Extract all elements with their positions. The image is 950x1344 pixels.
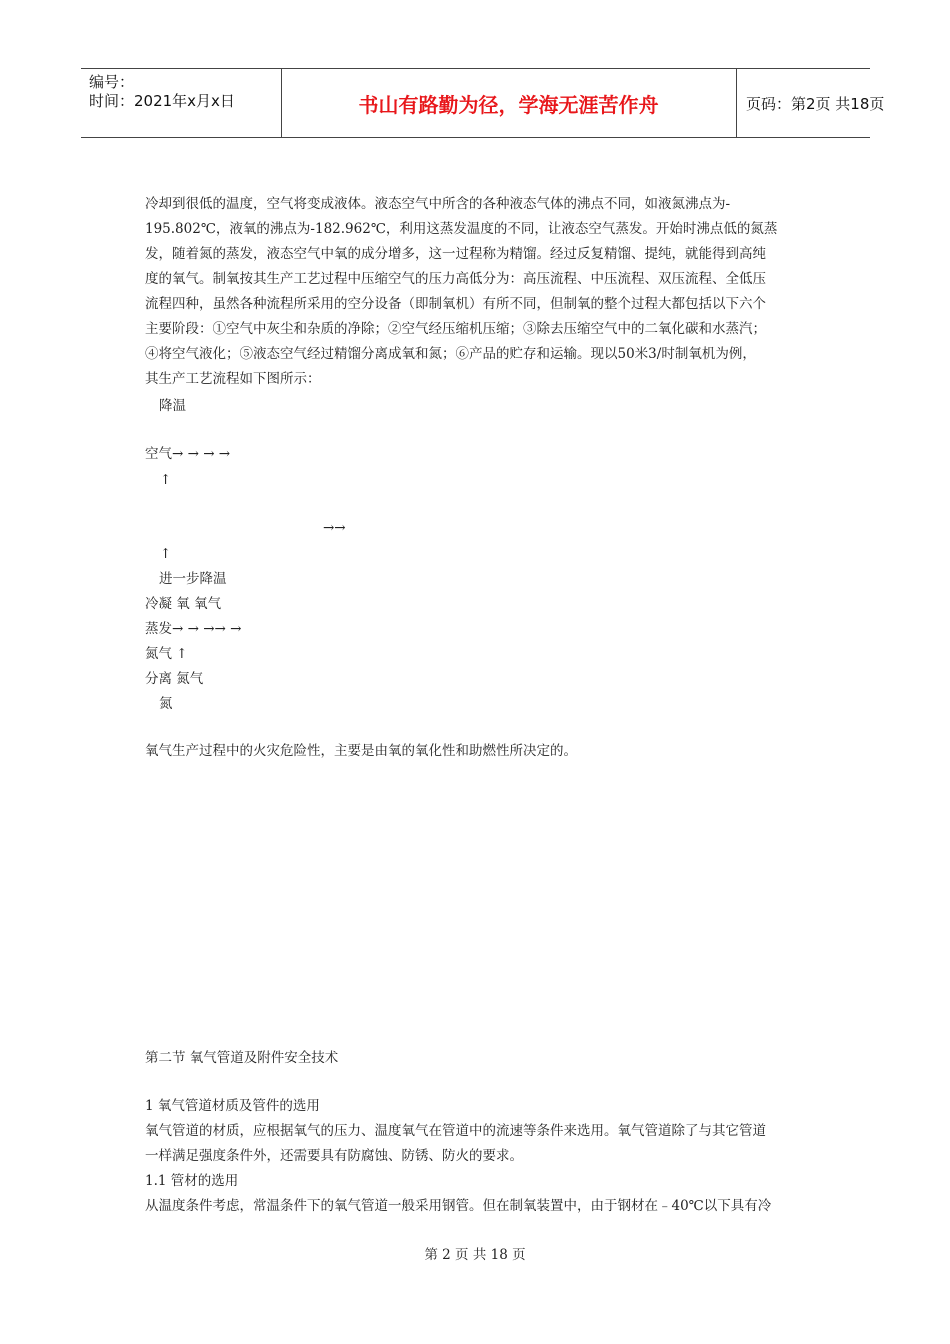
- up-arrow-icon: ↑: [160, 546, 172, 562]
- text-line: 其生产工艺流程如下图所示：: [145, 371, 321, 387]
- page-footer: 第 2 页 共 18 页: [424, 1247, 526, 1263]
- diagram-flow-air: 空气→ → → →: [145, 446, 231, 462]
- text-line: 冷却到很低的温度，空气将变成液体。液态空气中所含的各种液态气体的沸点不同，如液氮沸点为-: [145, 196, 731, 212]
- subsection-1-title: 1 氧气管道材质及管件的选用: [145, 1098, 320, 1114]
- text-line: 度的氧气。制氧按其生产工艺过程中压缩空气的压力高低分为：高压流程、中压流程、双压流程、全低压: [145, 271, 766, 287]
- page-header: [81, 68, 885, 138]
- subsection-1-1-title: 1.1 管材的选用: [145, 1173, 239, 1189]
- text-line: 从温度条件考虑，常温条件下的氧气管道一般采用钢管。但在制氧装置中，由于钢材在﹣40℃以下具有冷: [145, 1198, 772, 1214]
- paragraph-2: 氧气生产过程中的火灾危险性，主要是由氧的氧化性和助燃性所决定的。: [145, 743, 577, 759]
- diagram-row-evaporate: 蒸发→ → →→ →: [145, 621, 242, 637]
- section-title: 第二节 氧气管道及附件安全技术: [145, 1050, 339, 1066]
- header-page-code: 页码：第2页 共18页: [746, 94, 885, 113]
- text-line: 主要阶段：①空气中灰尘和杂质的净除；②空气经压缩机压缩；③除去压缩空气中的二氧化碳和水蒸汽；: [145, 321, 766, 337]
- diagram-label-further-cooling: 进一步降温: [159, 571, 227, 587]
- text-line: 195.802℃，液氧的沸点为-182.962℃，利用这蒸发温度的不同，让液态空气蒸发。开始时沸点低的氮蒸: [145, 221, 778, 237]
- text-line: 一样满足强度条件外，还需要具有防腐蚀、防锈、防火的要求。: [145, 1148, 523, 1164]
- diagram-label-nitrogen: 氮: [159, 696, 173, 712]
- motto: 书山有路勤为径，学海无涯苦作舟: [358, 92, 659, 117]
- diagram-row-condense: 冷凝 氧 氧气: [145, 596, 222, 612]
- diagram-flow-arrows: →→: [323, 520, 346, 536]
- doc-number-label: 编号：: [89, 73, 135, 91]
- header-motto-cell: [281, 69, 737, 137]
- header-left-cell: [81, 69, 282, 137]
- up-arrow-icon: ↑: [160, 472, 172, 488]
- diagram-row-nitrogen: 氮气 ↑: [145, 646, 188, 662]
- diagram-row-separate: 分离 氮气: [145, 671, 204, 687]
- diagram-label-cooling: 降温: [159, 398, 186, 414]
- text-line: ④将空气液化；⑤液态空气经过精馏分离成氧和氮；⑥产品的贮存和运输。现以50米3/时制氧机为例，: [145, 346, 756, 362]
- text-line: 氧气管道的材质，应根据氧气的压力、温度氧气在管道中的流速等条件来选用。氧气管道除了与其它管道: [145, 1123, 766, 1139]
- date-label: 时间：2021年x月x日: [89, 92, 235, 110]
- text-line: 发，随着氮的蒸发，液态空气中氧的成分增多，这一过程称为精馏。经过反复精馏、提纯，就能得到高纯: [145, 246, 766, 262]
- text-line: 流程四种，虽然各种流程所采用的空分设备（即制氧机）有所不同，但制氧的整个过程大都包括以下六个: [145, 296, 766, 312]
